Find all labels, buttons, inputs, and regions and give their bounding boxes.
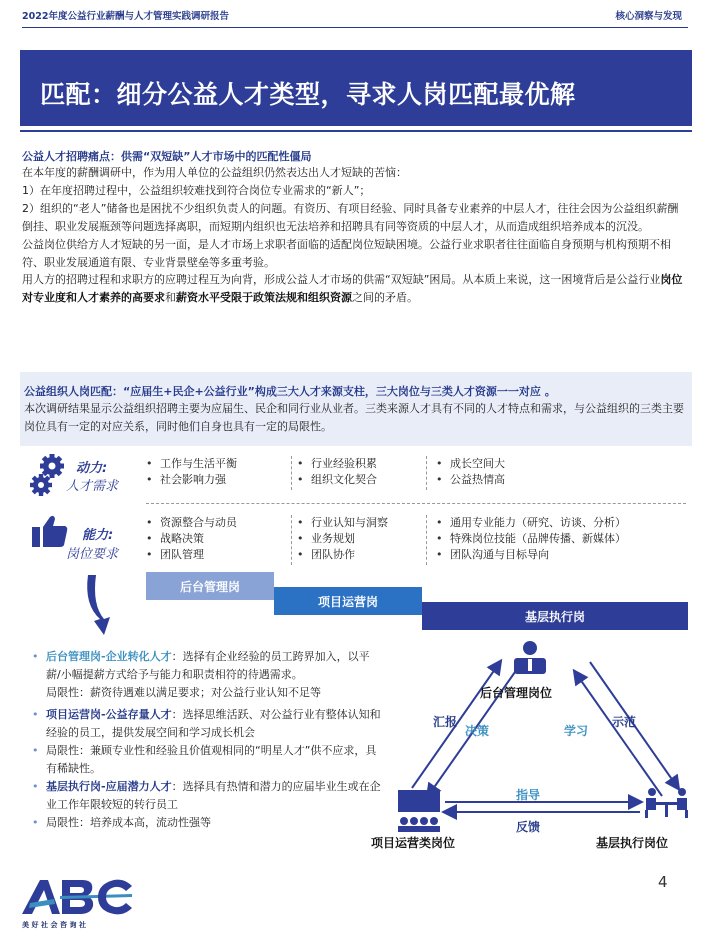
- role-frontline: 基层执行岗位: [596, 836, 669, 850]
- report-title: 2022年度公益行业薪酬与人才管理实践调研报告: [22, 11, 229, 22]
- list-item: • 社会影响力强: [146, 472, 237, 488]
- detail-title-project: 项目运营岗-公益存量人才: [46, 708, 172, 721]
- header-divider: [22, 27, 688, 28]
- column-divider: [291, 456, 292, 490]
- meeting-icon: [645, 788, 688, 818]
- thumbs-up-icon: [32, 514, 68, 548]
- row2-col1-list: [146, 515, 237, 563]
- section1-line: 在本年度的薪酬调研中，作为用人单位的公益组织仍然表达出人才短缺的苦恼：: [22, 166, 407, 179]
- label-learn: 学习: [564, 724, 589, 738]
- detail-text-frontline: ：选择具有热情和潜力的应届毕业生或在企业工作年限较短的转行员工: [46, 780, 381, 811]
- detail-limit-text: 局限性：薪资待遇难以满足要求；对公益行业认知不足等: [46, 686, 321, 699]
- section1-heading: 公益人才招聘痛点：供需“双短缺”人才市场中的匹配性僵局: [22, 150, 312, 163]
- detail-title-backend: 后台管理岗-企业转化人才: [46, 650, 172, 663]
- motivation-label: 动力:: [76, 461, 108, 476]
- row2-col2-list: [297, 515, 388, 563]
- row-divider: [146, 503, 686, 504]
- section1-line: 1）在年度招聘过程中，公益组织较难找到符合岗位专业需求的“新人”；: [22, 183, 371, 197]
- band-backend-management: 后台管理岗: [146, 572, 274, 600]
- section2-heading: 公益组织人岗匹配：“应届生+民企+公益行业”构成三大人才来源支柱，三大岗位与三类人才资源一一对应 。: [24, 385, 556, 398]
- column-divider: [426, 456, 427, 490]
- down-arrow-icon: [80, 575, 120, 637]
- abc-logo: [20, 876, 135, 916]
- arrow-learn: [575, 672, 662, 796]
- detail-item-backend: [30, 648, 382, 684]
- abc-logo-mark: [20, 876, 135, 916]
- conclusion-bold-2: 薪资水平受限于政策法规和组织资源: [176, 291, 352, 305]
- label-feedback: 反馈: [516, 820, 541, 834]
- motivation-sublabel: 人才需求: [66, 479, 119, 494]
- detail-text-project: ：选择思维活跃、对公益行业有整体认知和经验的员工，提供发展空间和学习成长机会: [46, 708, 381, 739]
- conclusion-connector: 和: [165, 291, 176, 305]
- row1-col3-list: [436, 456, 505, 488]
- role-project: 项目运营类岗位: [371, 836, 456, 850]
- label-decide: 决策: [465, 724, 490, 738]
- conclusion-bold-1: 岗位对专业度和人才素养的高要求: [22, 273, 683, 305]
- conclusion-end: 之间的矛盾。: [352, 291, 418, 305]
- list-item: • 公益热情高: [436, 472, 505, 488]
- column-divider: [291, 515, 292, 565]
- column-divider: [426, 515, 427, 565]
- section1-line: 公益岗位供给方人才短缺的另一面，是人才市场上求职者面临的适配岗位短缺困境。公益行业求职者往往面临自身预期与机构预期不相符、职业发展通道有限、专业背景壁垒等多重考验。: [22, 237, 671, 269]
- label-demonstrate: 示范: [612, 715, 637, 729]
- talent-detail-list: [30, 648, 382, 832]
- row1-col2-list: [297, 456, 377, 488]
- banner-underline: [20, 130, 692, 132]
- conclusion-text: 用人方的招聘过程和求职方的应聘过程互为向背，形成公益人才市场的供需“双短缺”困局。从本质上来说，这一困境背后是公益行业: [22, 273, 661, 287]
- band-frontline-execution: 基层执行岗: [422, 602, 688, 630]
- list-item: • 通用专业能力（研究、访谈、分析）: [436, 515, 626, 531]
- detail-text-backend: ：选择有企业经验的员工跨界加入，以平薪/小幅提薪方式给予与能力和职责相符的待遇需求。: [46, 650, 370, 681]
- section1-line: 2）组织的“老人”储备也是困扰不少组织负责人的问题。有资历、有项目经验、同时具备专业素养的中层人才，往往会因为公益组织薪酬倒挂、职业发展瓶颈等问题选择离职，而短期内组织也无法培养和招聘具有同等资质的中层人才，从而造成组织培养成本的沉没。: [22, 201, 679, 233]
- label-report: 汇报: [433, 715, 458, 729]
- row1-col1-list: [146, 456, 237, 488]
- row2-col3-list: [436, 515, 626, 563]
- list-item: • 组织文化契合: [297, 472, 377, 488]
- role-backend: 后台管理岗位: [480, 686, 553, 700]
- detail-limit-frontline: [30, 814, 382, 832]
- list-item: • 团队协作: [297, 547, 388, 563]
- list-item: • 团队管理: [146, 547, 237, 563]
- page-number: 4: [658, 873, 668, 891]
- list-item: • 团队沟通与目标导向: [436, 547, 626, 563]
- team-icon: [398, 790, 440, 832]
- gears-icon: [30, 452, 66, 500]
- logo-subtitle: 美好社会咨询社: [22, 921, 89, 929]
- section1-conclusion: [22, 271, 687, 307]
- detail-title-frontline: 基层执行岗-应届潜力人才: [46, 780, 172, 793]
- label-guide: 指导: [516, 788, 541, 802]
- detail-limit-text: 局限性：兼顾专业性和经验且价值观相同的“明星人才”供不应求，具有稀缺性。: [46, 744, 377, 775]
- list-item: • 战略决策: [146, 531, 237, 547]
- capability-sublabel: 岗位要求: [66, 547, 119, 562]
- detail-limit-backend: [30, 684, 382, 702]
- section1-body: [22, 164, 687, 307]
- detail-limit-text: 局限性：培养成本高，流动性强等: [46, 816, 211, 829]
- page-title: 匹配：细分公益人才类型，寻求人岗匹配最优解: [40, 80, 576, 109]
- list-item: • 特殊岗位技能（品牌传播、新媒体）: [436, 531, 626, 547]
- list-item: • 行业经验积累: [297, 456, 377, 472]
- band-project-operation: 项目运营岗: [274, 587, 422, 615]
- list-item: • 业务规划: [297, 531, 388, 547]
- list-item: • 行业认知与洞察: [297, 515, 388, 531]
- detail-limit-project: [30, 742, 382, 778]
- list-item: • 工作与生活平衡: [146, 456, 237, 472]
- manager-icon: [514, 641, 546, 674]
- detail-item-frontline: [30, 778, 382, 814]
- capability-label: 能力:: [82, 528, 114, 543]
- detail-item-project: [30, 706, 382, 742]
- list-item: • 资源整合与动员: [146, 515, 237, 531]
- list-item: • 成长空间大: [436, 456, 505, 472]
- section2-intro: 本次调研结果显示公益组织招聘主要为应届生、民企和同行业从业者。三类来源人才具有不同的人才特点和需求，与公益组织的三类主要岗位具有一定的对应关系，同时他们自身也具有一定的局限性。: [24, 402, 684, 433]
- section-label: 核心洞察与发现: [615, 11, 682, 22]
